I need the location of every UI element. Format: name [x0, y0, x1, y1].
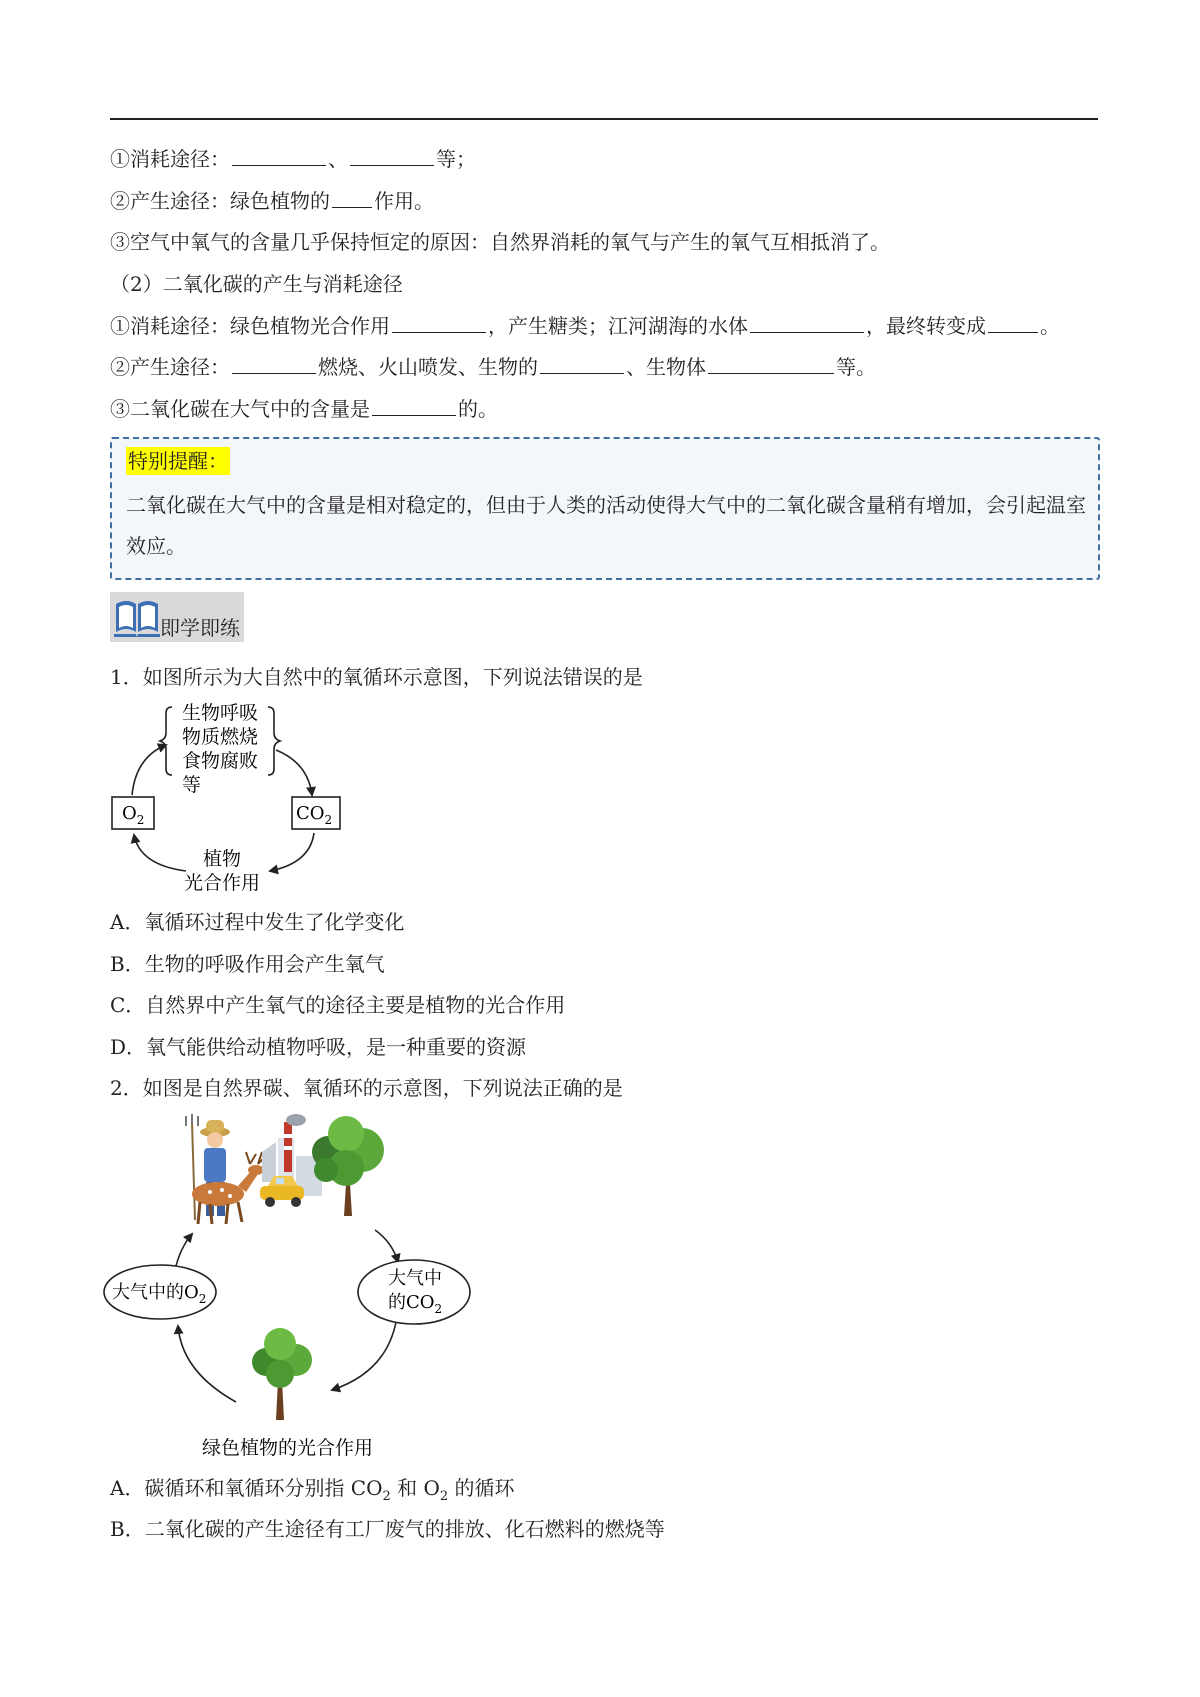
open-book-icon: [112, 596, 162, 640]
answer-blank[interactable]: [232, 353, 316, 374]
green-plant-figure: [252, 1328, 312, 1420]
o2-produce-suffix: 作用。: [374, 189, 434, 213]
arrow-plant-to-o2: [178, 1326, 236, 1402]
arrow-co2-to-photosynthesis: [270, 833, 314, 871]
atmospheric-co2-line1: 大气中: [388, 1268, 442, 1289]
tip-box: [110, 437, 1100, 580]
atmospheric-o2-label: 大气中的$O_2$: [112, 1282, 207, 1306]
co2-consume-prefix: ①消耗途径：绿色植物光合作用: [110, 314, 390, 338]
left-brace: [160, 707, 172, 775]
subscript: 2: [439, 1489, 449, 1504]
carbon-oxygen-cycle-diagram: [100, 1112, 520, 1462]
arrow-o2-to-consumption: [132, 745, 166, 795]
q2-option-a-prefix: A．碳循环和氧循环分别指 CO: [110, 1476, 383, 1500]
answer-blank[interactable]: [988, 312, 1038, 333]
o2-consume-suffix: 等；: [436, 147, 476, 171]
photosynthesis-caption: 绿色植物的光合作用: [202, 1437, 374, 1459]
co2-produce-line: [110, 353, 876, 381]
answer-blank[interactable]: [750, 312, 864, 333]
human-activity-illustration: [186, 1114, 384, 1224]
co2-produce-prefix: ②产生途径：: [110, 355, 230, 379]
brace-item: 生物呼吸: [182, 702, 259, 724]
answer-blank[interactable]: [392, 312, 486, 333]
o2-label: $O_2$: [122, 803, 145, 827]
q1-option-a[interactable]: A．氧循环过程中发生了化学变化: [110, 910, 405, 934]
atmospheric-co2-line2: 的$CO_2$: [388, 1292, 443, 1316]
q2-option-a-mid: 和 O: [390, 1476, 440, 1500]
q2-option-a[interactable]: [110, 1474, 515, 1511]
q2-stem: 2．如图是自然界碳、氧循环的示意图，下列说法正确的是: [110, 1076, 623, 1100]
q1-option-b[interactable]: B．生物的呼吸作用会产生氧气: [110, 952, 385, 976]
photosynthesis-label: 光合作用: [184, 872, 261, 894]
tip-title: 特别提醒：: [128, 449, 228, 473]
arrow-co2-to-plant: [332, 1322, 396, 1390]
brace-item: 食物腐败: [182, 750, 259, 772]
tip-text: 二氧化碳在大气中的含量是相对稳定的，但由于人类的活动使得大气中的二氧化碳含量稍有增加，会引起温室效应。: [126, 493, 1086, 558]
co2-content-prefix: ③二氧化碳在大气中的含量是: [110, 397, 370, 421]
o2-consume-sep: 、: [328, 147, 348, 171]
co2-consume-line: [110, 312, 1060, 340]
oxygen-cycle-diagram: [100, 695, 360, 905]
q2-option-b[interactable]: B．二氧化碳的产生途径有工厂废气的排放、化石燃料的燃烧等: [110, 1517, 665, 1541]
co2-content-suffix: 的。: [458, 397, 498, 421]
q2-option-a-suffix: 的循环: [448, 1476, 515, 1500]
o2-produce-prefix: ②产生途径：绿色植物的: [110, 189, 330, 213]
answer-blank[interactable]: [332, 187, 372, 208]
co2-label: $CO_2$: [296, 803, 333, 827]
q1-stem: 1．如图所示为大自然中的氧循环示意图，下列说法错误的是: [110, 665, 643, 689]
co2-content-line: [110, 395, 498, 423]
q1-option-d[interactable]: D．氧气能供给动植物呼吸，是一种重要的资源: [110, 1035, 527, 1059]
co2-consume-mid1: ，产生糖类；江河湖海的水体: [488, 314, 748, 338]
answer-blank[interactable]: [372, 395, 456, 416]
tree-figure: [312, 1116, 384, 1216]
answer-blank[interactable]: [350, 145, 434, 166]
o2-consume-line: [110, 145, 476, 173]
header-rule: [110, 118, 1098, 120]
answer-blank[interactable]: [540, 353, 624, 374]
arrow-consumption-to-co2: [276, 750, 312, 795]
answer-blank[interactable]: [232, 145, 326, 166]
arrow-photosynthesis-to-o2: [134, 835, 186, 871]
practice-header: [110, 592, 244, 642]
arrow-activity-to-co2: [375, 1230, 398, 1262]
subscript: 2: [382, 1489, 391, 1504]
o2-balance-line: ③空气中氧气的含量几乎保持恒定的原因：自然界消耗的氧气与产生的氧气互相抵消了。: [110, 230, 890, 254]
brace-item: 等: [182, 774, 202, 796]
co2-consume-suffix: 。: [1040, 314, 1060, 338]
answer-blank[interactable]: [708, 353, 834, 374]
q1-option-c[interactable]: C．自然界中产生氧气的途径主要是植物的光合作用: [110, 993, 566, 1017]
right-brace: [268, 707, 280, 775]
o2-consume-prefix: ①消耗途径：: [110, 147, 230, 171]
co2-produce-mid1: 燃烧、火山喷发、生物的: [318, 355, 538, 379]
brace-item: 物质燃烧: [182, 726, 259, 748]
co2-heading: （2）二氧化碳的产生与消耗途径: [110, 272, 403, 296]
co2-produce-mid2: 、生物体: [626, 355, 706, 379]
arrow-o2-to-activity: [175, 1234, 192, 1270]
practice-label: 即学即练: [160, 616, 240, 640]
plant-label: 植物: [203, 848, 242, 870]
deer-figure: [192, 1152, 266, 1224]
o2-produce-line: [110, 187, 434, 215]
co2-consume-mid2: ，最终转变成: [866, 314, 986, 338]
co2-produce-suffix: 等。: [836, 355, 876, 379]
